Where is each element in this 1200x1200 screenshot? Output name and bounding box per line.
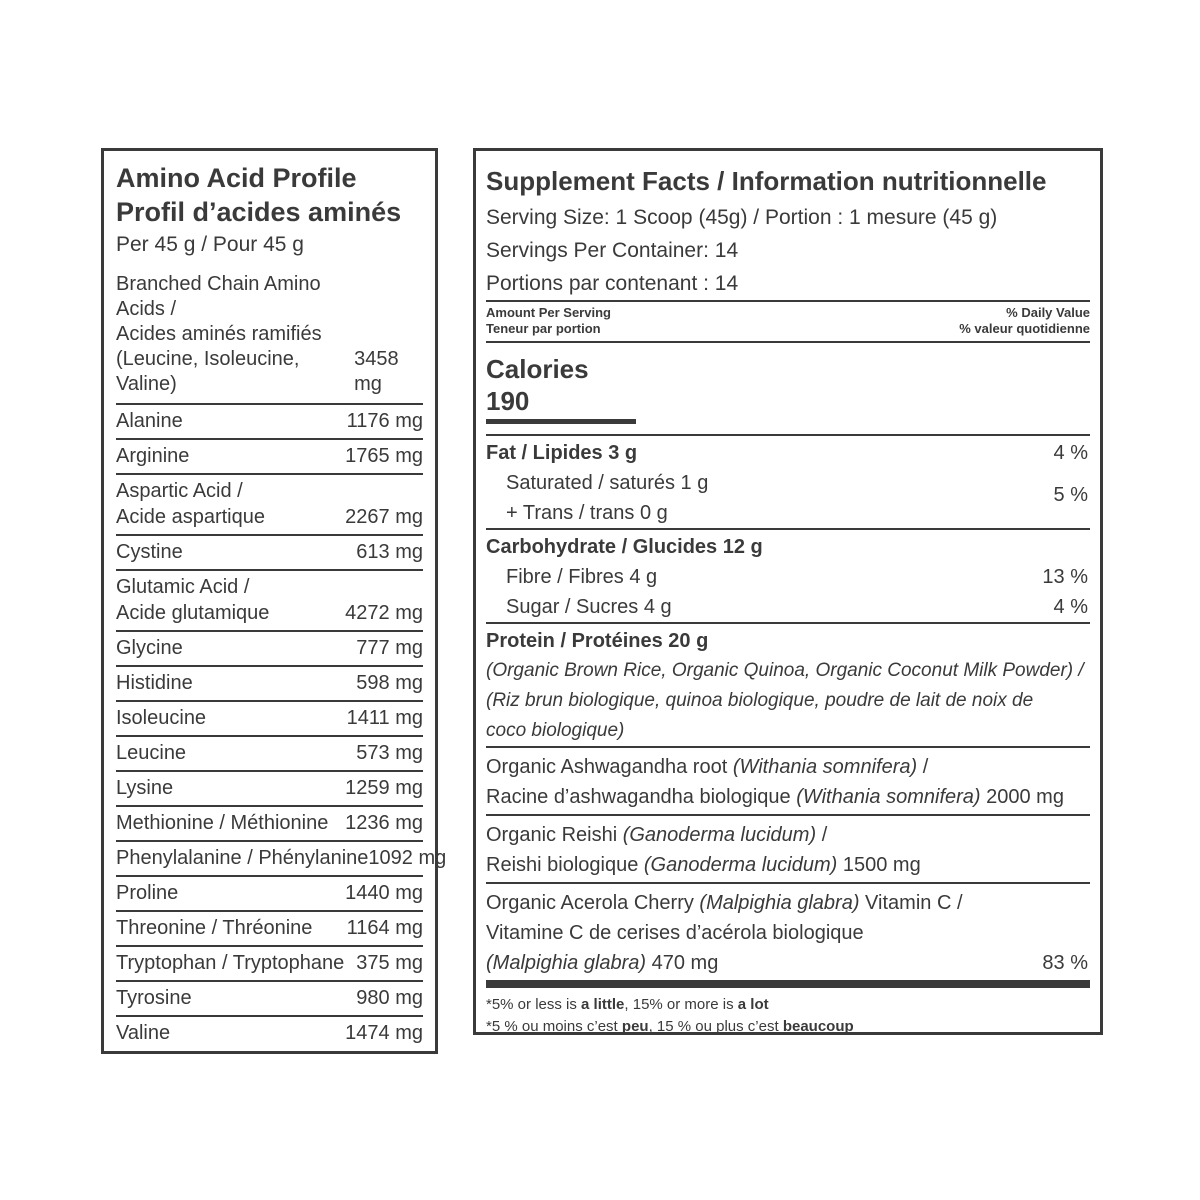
reishi-line2: [486, 850, 1090, 880]
amino-name: [116, 740, 186, 766]
amino-name-line1: Glycine: [116, 637, 183, 659]
amino-value: 375 mg: [356, 952, 423, 974]
dv-en: % Daily Value: [1006, 305, 1090, 320]
amino-row: [116, 1015, 423, 1050]
fat-row: [486, 434, 1090, 528]
servings-fr: Portions par contenant : 14: [486, 272, 739, 295]
amino-value: 1164 mg: [346, 917, 423, 939]
amino-row: [116, 569, 423, 630]
amino-name-line1: Histidine: [116, 672, 193, 694]
amino-row: [116, 700, 423, 735]
amino-name: [116, 950, 344, 976]
amino-name: [116, 408, 183, 434]
amino-value: 2267 mg: [345, 506, 423, 528]
amino-name: [116, 775, 173, 801]
bcaa-line3: (Leucine, Isoleucine, Valine): [116, 348, 300, 395]
servings-en: Servings Per Container: 14: [486, 239, 739, 262]
amino-per-serving: Per 45 g / Pour 45 g: [116, 233, 304, 256]
amino-name: [116, 1020, 170, 1046]
ashwagandha-name-en: Organic Ashwagandha root: [486, 756, 733, 778]
amino-row: [116, 534, 423, 569]
amino-row: [116, 735, 423, 770]
ashwagandha-sep: /: [917, 756, 929, 778]
acerola-latin-2: (Malpighia glabra): [486, 952, 647, 974]
bcaa-value: 3458 mg: [354, 348, 399, 395]
amino-name: [116, 635, 183, 661]
amino-value: 1765 mg: [345, 445, 423, 467]
amino-value: 1474 mg: [345, 1022, 423, 1044]
amino-row: [116, 770, 423, 805]
amino-name-line2: Acide glutamique: [116, 602, 270, 624]
acerola-vitamin: Vitamin C /: [859, 892, 963, 914]
acerola-line1: [486, 888, 1090, 918]
footnote: [486, 980, 1090, 1038]
amino-name-line1: Alanine: [116, 410, 183, 432]
amino-name: [116, 443, 189, 469]
foot-en-2: a little: [581, 996, 625, 1013]
amino-value: 980 mg: [356, 987, 423, 1009]
amino-row: [116, 875, 423, 910]
acerola-line3: [486, 948, 1090, 978]
amount-header: [486, 300, 1090, 341]
fat-label: Fat / Lipides 3 g: [486, 442, 638, 464]
amino-title-en: Amino Acid Profile: [116, 163, 357, 193]
acerola-dv: 83 %: [1042, 952, 1088, 974]
saturated-dv: 5 %: [1053, 484, 1088, 506]
ashwagandha-line2: [486, 782, 1090, 812]
amino-row: [116, 438, 423, 473]
amino-name: [116, 810, 328, 836]
fibre-dv: 13 %: [1042, 566, 1088, 588]
amino-name-line1: Cystine: [116, 541, 183, 563]
ashwagandha-line1: [486, 752, 1090, 782]
amount-en: Amount Per Serving: [486, 305, 611, 320]
bcaa-line1: Branched Chain Amino Acids /: [116, 273, 321, 320]
foot-en-1: *5% or less is: [486, 996, 582, 1013]
amino-name: [116, 670, 193, 696]
ashwagandha-name-fr: Racine d’ashwagandha biologique: [486, 786, 797, 808]
reishi-amount: 1500 mg: [837, 854, 921, 876]
amino-row: [116, 980, 423, 1015]
acerola-amount: 470 mg: [646, 952, 719, 974]
amino-title-fr: Profil d’acides aminés: [116, 197, 402, 227]
amino-name-line1: Isoleucine: [116, 707, 207, 729]
amino-name: [116, 539, 183, 565]
acerola-name-en: Organic Acerola Cherry: [486, 892, 700, 914]
carb-row: [486, 528, 1090, 622]
reishi-name-fr: Reishi biologique: [486, 854, 644, 876]
amino-name: [116, 574, 269, 626]
amino-name-line1: Arginine: [116, 445, 190, 467]
amino-value: 598 mg: [356, 672, 423, 694]
reishi-latin-2: (Ganoderma lucidum): [643, 854, 838, 876]
amino-value: 613 mg: [356, 541, 423, 563]
amino-value: 1259 mg: [345, 777, 423, 799]
protein-label: Protein / Protéines 20 g: [486, 630, 709, 652]
amino-value: 1411 mg: [346, 707, 423, 729]
ashwagandha-amount: 2000 mg: [980, 786, 1064, 808]
amino-row: [116, 910, 423, 945]
amino-name-line1: Tyrosine: [116, 987, 192, 1009]
amino-value: 1092 mg: [368, 847, 447, 869]
amino-rows: [116, 403, 447, 1050]
amino-name-line1: Methionine / Méthionine: [116, 812, 329, 834]
saturated-label: Saturated / saturés 1 g: [506, 472, 709, 494]
amino-value: 4272 mg: [345, 602, 423, 624]
acerola-row: [486, 882, 1090, 980]
amino-value: 573 mg: [356, 742, 423, 764]
amino-name-line1: Tryptophan / Tryptophane: [116, 952, 345, 974]
amino-name: [116, 705, 206, 731]
amino-name-line1: Threonine / Thréonine: [116, 917, 313, 939]
amino-name-line1: Aspartic Acid /: [116, 480, 243, 502]
amino-name-line1: Glutamic Acid /: [116, 576, 250, 598]
amino-name-line1: Valine: [116, 1022, 171, 1044]
amino-name: [116, 845, 368, 871]
amino-name-line2: Acide aspartique: [116, 506, 265, 528]
amino-name: [116, 985, 192, 1011]
calories-section: [486, 341, 1090, 424]
bcaa-row: [116, 272, 423, 397]
amino-row: [116, 665, 423, 700]
fat-dv: 4 %: [1053, 442, 1088, 464]
dv-fr: % valeur quotidienne: [959, 321, 1090, 336]
amino-value: 1236 mg: [345, 812, 423, 834]
amino-row: [116, 403, 423, 438]
sugar-dv: 4 %: [1053, 596, 1088, 618]
supplement-facts-panel: [473, 148, 1103, 1035]
footnote-en: [486, 994, 1090, 1016]
amount-fr: Teneur par portion: [486, 321, 601, 336]
protein-source-2: (Riz brun biologique, quinoa biologique, poudre de lait de noix de: [486, 690, 1034, 711]
foot-fr-2: peu: [621, 1018, 649, 1035]
fibre-label: Fibre / Fibres 4 g: [506, 566, 658, 588]
amino-acid-panel: [101, 148, 447, 1054]
protein-row: [486, 622, 1090, 746]
amino-name: [116, 478, 265, 530]
bcaa-line2: Acides aminés ramifiés: [116, 323, 322, 345]
amino-name-line1: Leucine: [116, 742, 187, 764]
serving-size: Serving Size: 1 Scoop (45g) / Portion : 1 mesure (45 g): [486, 206, 998, 229]
footnote-fr: [486, 1016, 1090, 1038]
amino-row: [116, 630, 423, 665]
amino-row: [116, 473, 423, 534]
reishi-latin-1: (Ganoderma lucidum): [622, 824, 817, 846]
reishi-name-en: Organic Reishi: [486, 824, 623, 846]
amino-name: [116, 880, 178, 906]
amino-value: 1440 mg: [345, 882, 423, 904]
amino-row: [116, 840, 447, 875]
foot-fr-1: *5 % ou moins c’est: [486, 1018, 622, 1035]
amino-name-line1: Phenylalanine / Phénylanine: [116, 847, 369, 869]
reishi-line1: [486, 820, 1090, 850]
foot-en-4: a lot: [737, 996, 769, 1013]
amino-value: 1176 mg: [346, 410, 423, 432]
reishi-row: [486, 814, 1090, 882]
amino-name-line1: Proline: [116, 882, 179, 904]
protein-source-3: coco biologique): [486, 720, 625, 741]
carb-label: Carbohydrate / Glucides 12 g: [486, 536, 763, 558]
amino-row: [116, 945, 423, 980]
amino-name-line1: Lysine: [116, 777, 174, 799]
ashwagandha-latin-1: (Withania somnifera): [732, 756, 918, 778]
amino-value: 777 mg: [356, 637, 423, 659]
supp-title: Supplement Facts / Information nutritionnelle: [486, 166, 1047, 196]
ashwagandha-row: [486, 746, 1090, 814]
ashwagandha-latin-2: (Withania somnifera): [796, 786, 981, 808]
foot-fr-4: beaucoup: [782, 1018, 854, 1035]
acerola-latin-1: (Malpighia glabra): [699, 892, 860, 914]
foot-fr-3: , 15 % ou plus c’est: [648, 1018, 783, 1035]
sugar-label: Sugar / Sucres 4 g: [506, 596, 672, 618]
amino-row: [116, 805, 423, 840]
reishi-sep: /: [816, 824, 828, 846]
acerola-line2: Vitamine C de cerises d’acérola biologique: [486, 922, 864, 944]
trans-label: + Trans / trans 0 g: [506, 502, 668, 524]
foot-en-3: , 15% or more is: [624, 996, 738, 1013]
protein-source-1: (Organic Brown Rice, Organic Quinoa, Organic Coconut Milk Powder) /: [486, 660, 1084, 681]
calories: Calories 190: [486, 353, 636, 424]
amino-name: [116, 915, 312, 941]
